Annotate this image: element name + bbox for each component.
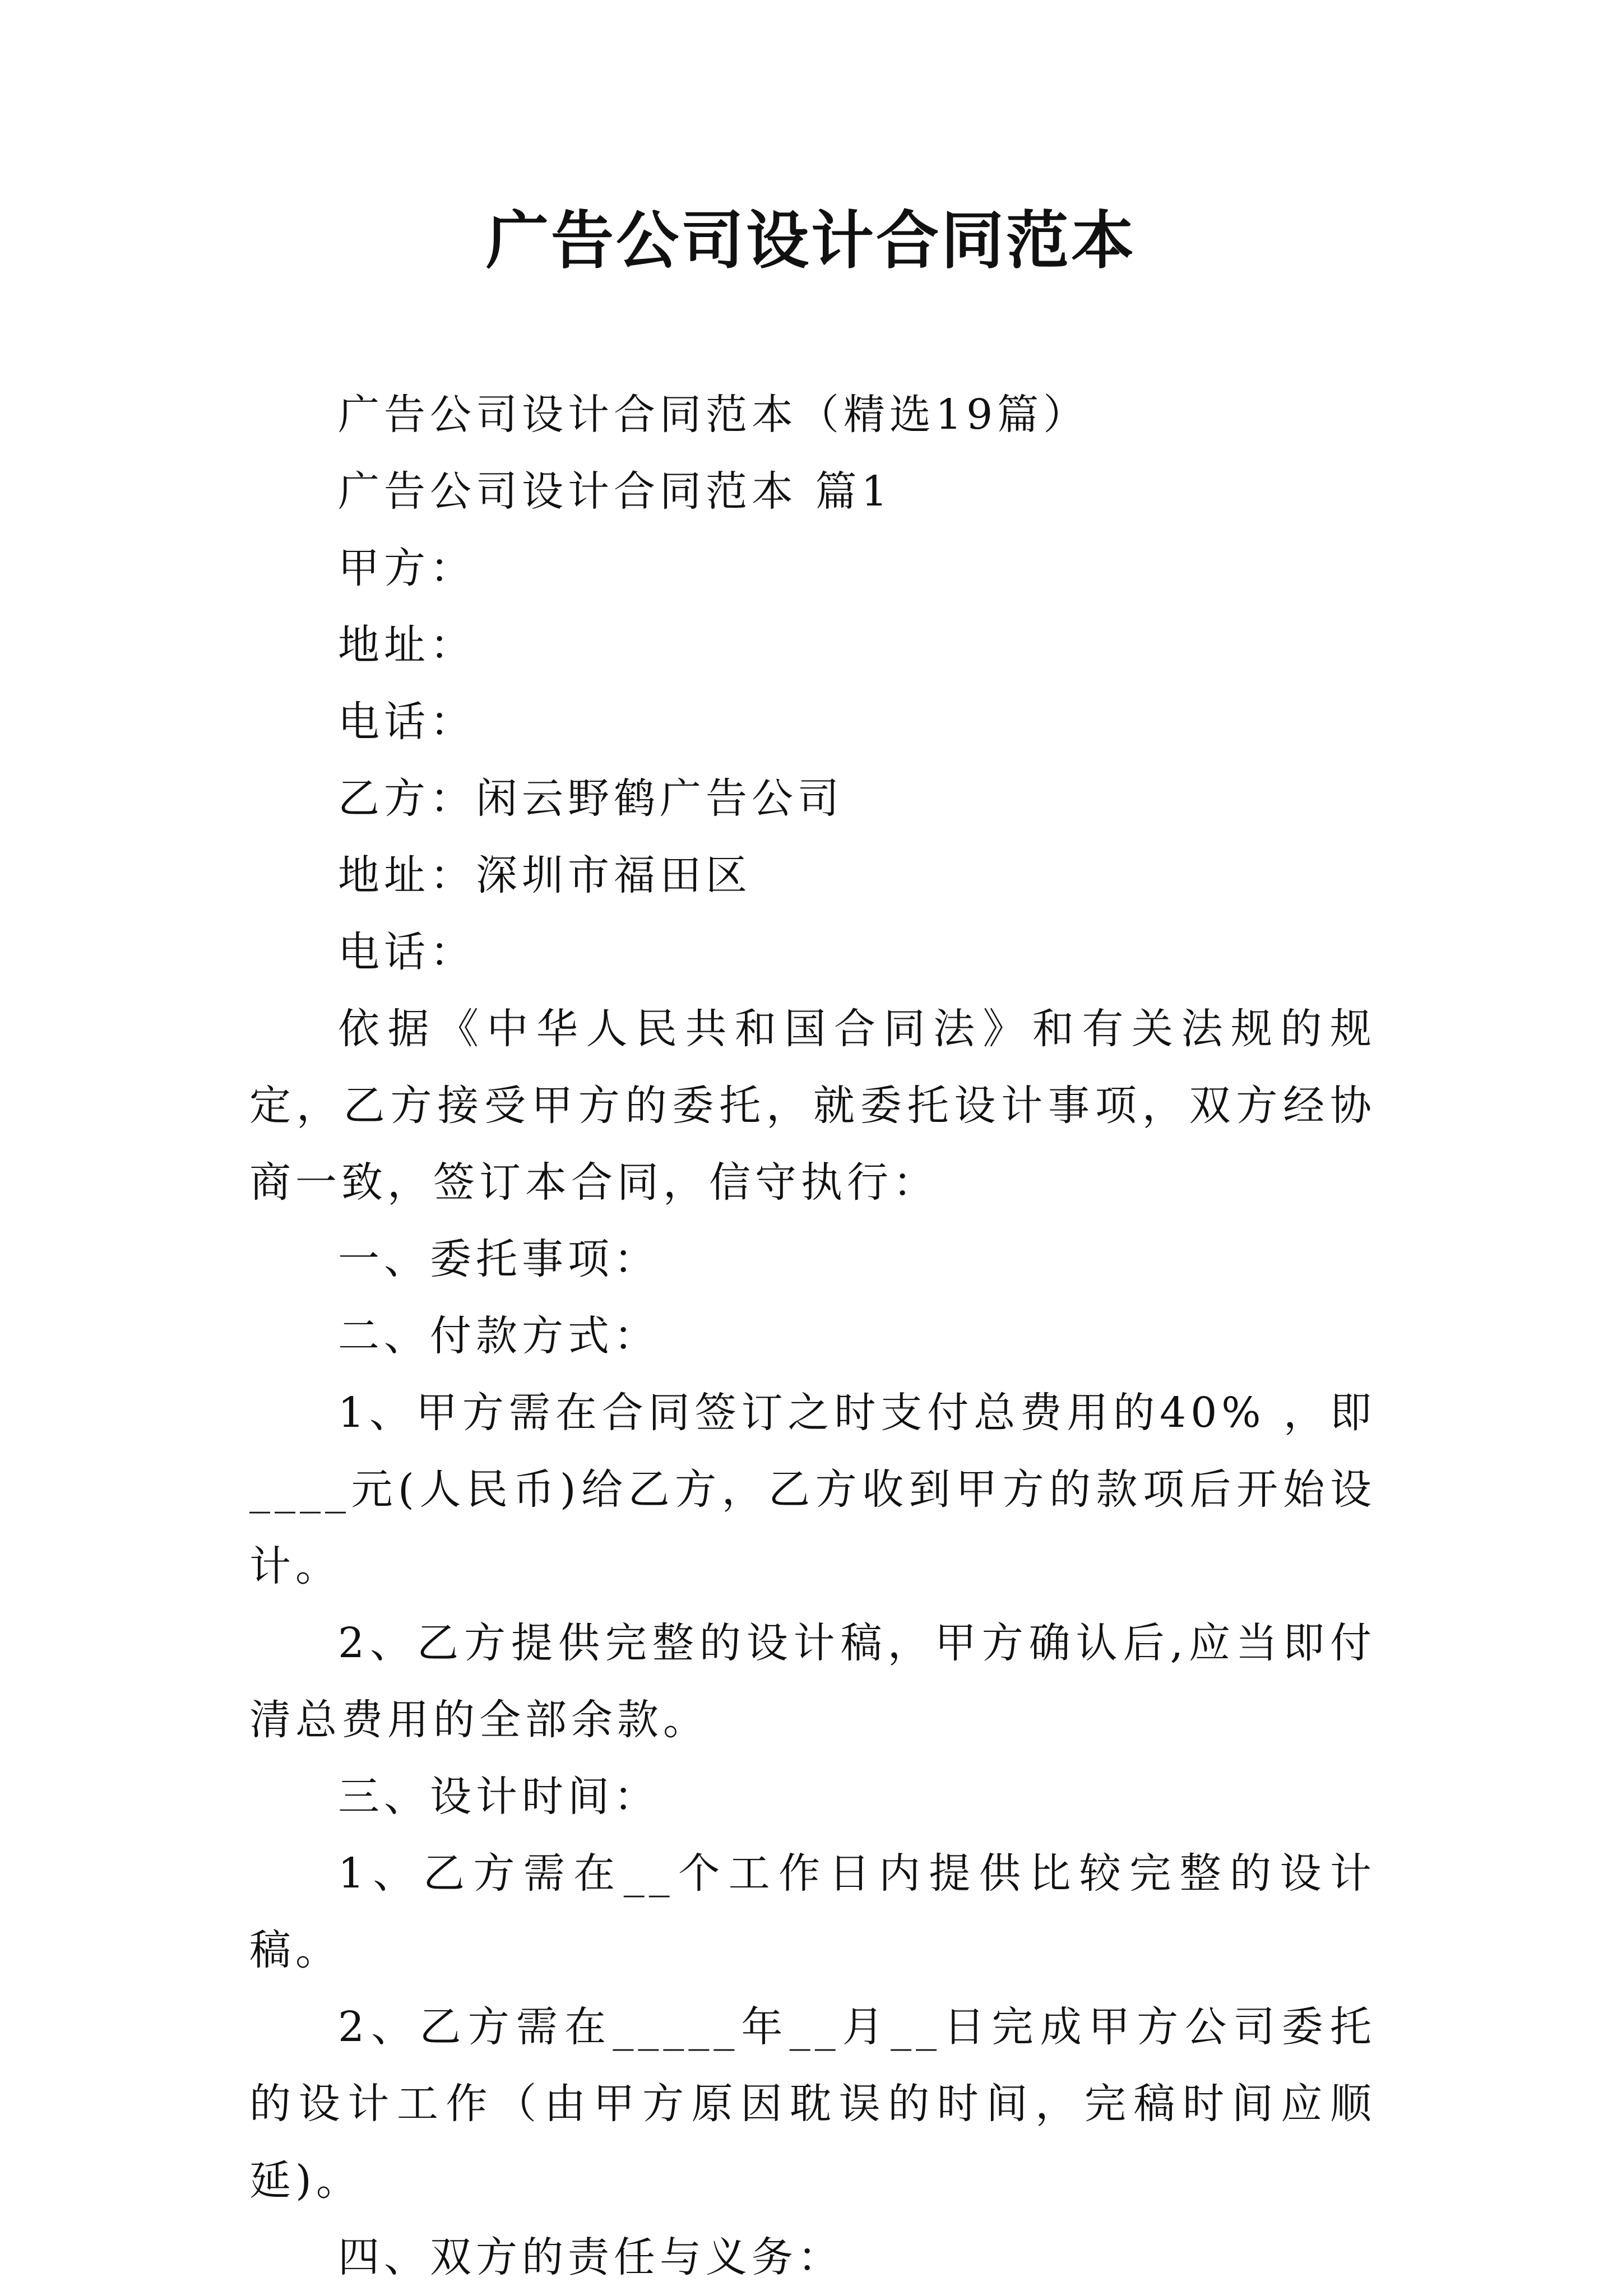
paragraph: 乙方：闲云野鹤广告公司 <box>338 774 844 823</box>
paragraph: 1、甲方需在合同签订之时支付总费用的40% ，即____元(人民币)给乙方，乙方收到甲方的款项后开始设计。 <box>249 1389 1376 1590</box>
document-title: 广告公司设计合同范本 <box>486 204 1136 277</box>
paragraph: 2、乙方提供完整的设计稿，甲方确认后,应当即付清总费用的全部余款。 <box>249 1619 1376 1744</box>
paragraph: 电话： <box>338 698 476 746</box>
paragraph: 依据《中华人民共和国合同法》和有关法规的规定，乙方接受甲方的委托，就委托设计事项，双方经协商一致，签订本合同，信守执行： <box>249 1005 1376 1207</box>
paragraph: 三、设计时间： <box>338 1773 660 1821</box>
paragraph: 2、乙方需在_____年__月__日完成甲方公司委托的设计工作（由甲方原因耽误的时间，完稿时间应顺延)。 <box>249 2003 1376 2205</box>
paragraph: 地址：深圳市福田区 <box>338 851 752 899</box>
document-body <box>249 377 1376 2296</box>
paragraph: 广告公司设计合同范本（精选19篇） <box>338 391 1090 439</box>
paragraph: 地址： <box>338 621 476 669</box>
paragraph: 甲方： <box>338 544 476 592</box>
paragraph: 四、双方的责任与义务： <box>338 2233 844 2281</box>
paragraph: 广告公司设计合同范本 篇1 <box>338 467 892 516</box>
paragraph: 一、委托事项： <box>338 1235 660 1283</box>
paragraph: 电话： <box>338 928 476 976</box>
paragraph: 1、乙方需在__个工作日内提供比较完整的设计稿。 <box>249 1849 1376 1974</box>
paragraph: 二、付款方式： <box>338 1312 660 1360</box>
